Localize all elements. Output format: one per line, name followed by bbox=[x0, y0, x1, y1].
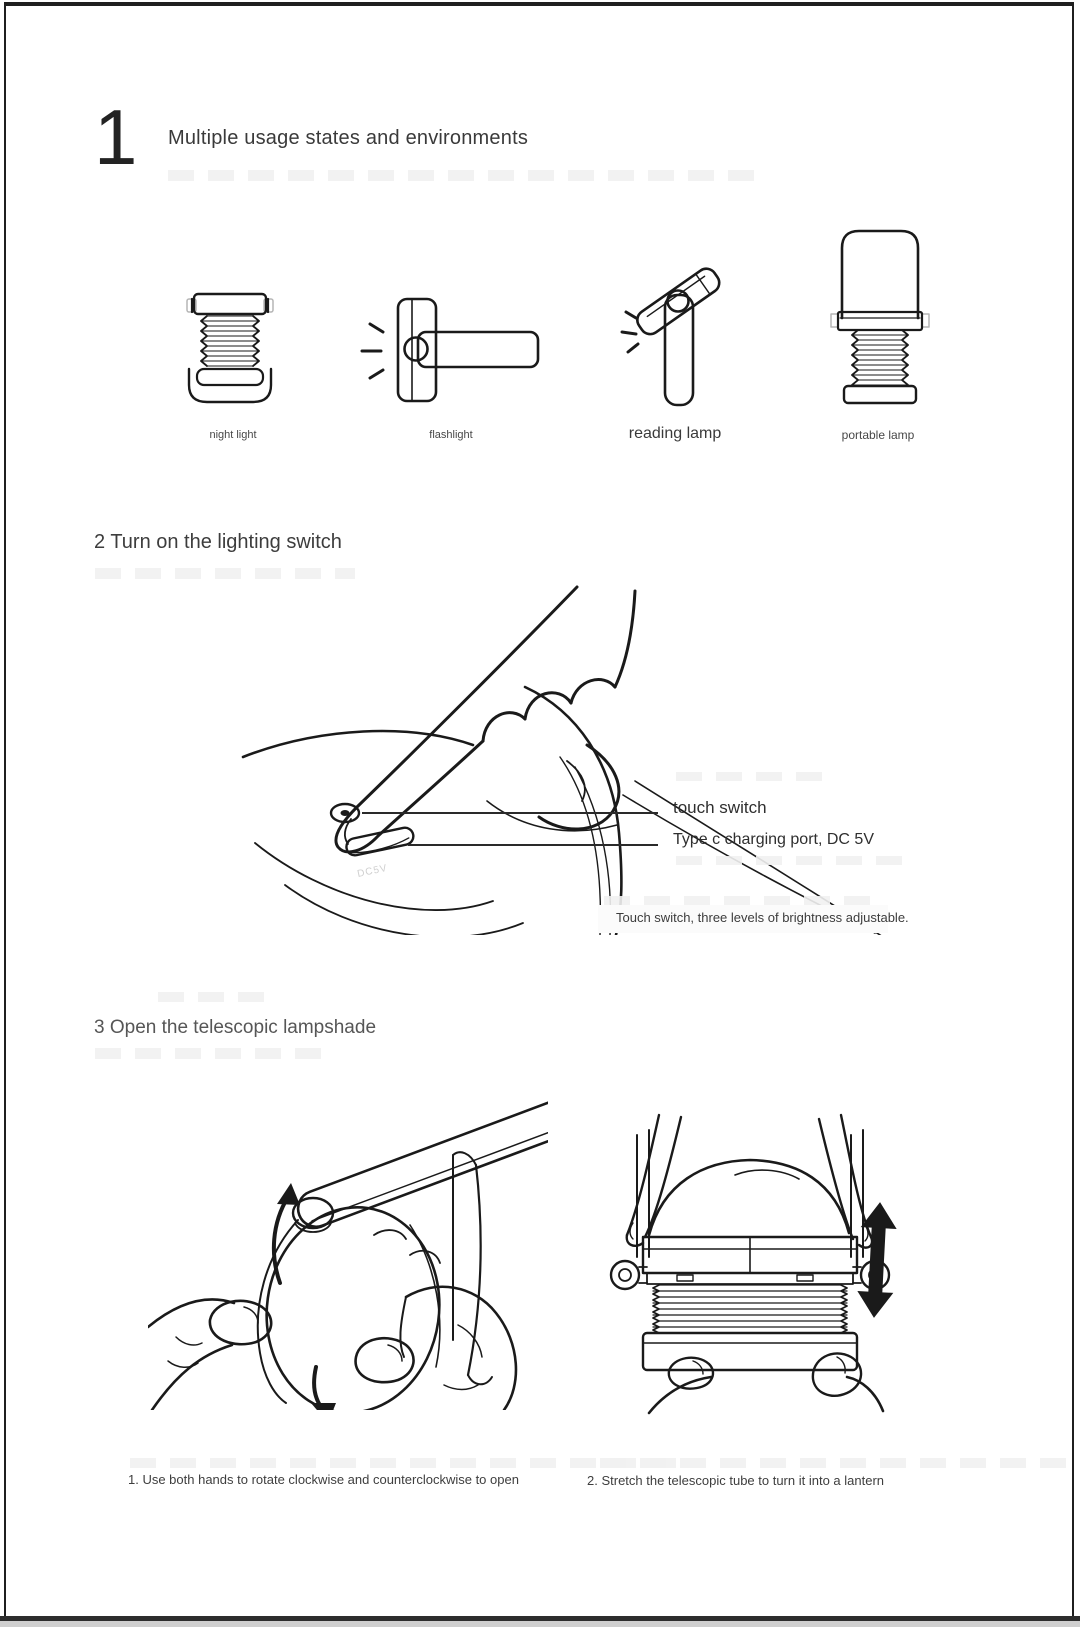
leader-line-charging-port bbox=[408, 844, 658, 846]
light-rays-icon bbox=[362, 324, 383, 378]
callout-touch-switch: touch switch bbox=[673, 798, 767, 817]
section1-title: Multiple usage states and environments bbox=[168, 127, 529, 149]
faded-print bbox=[158, 992, 278, 1002]
callout-charging-port: Type c charging port, DC 5V bbox=[673, 831, 874, 848]
faded-print bbox=[95, 568, 355, 579]
leader-line-touch-switch bbox=[362, 812, 658, 814]
section3-heading: 3 Open the telescopic lampshade bbox=[94, 1017, 377, 1038]
stretch-direction-arrow-icon bbox=[852, 1200, 902, 1322]
mode-label-flashlight: flashlight bbox=[429, 429, 473, 441]
faded-print bbox=[604, 896, 874, 905]
portable-lamp-illustration bbox=[830, 226, 930, 408]
faded-print bbox=[600, 1458, 1070, 1468]
night-light-illustration bbox=[180, 290, 280, 408]
faded-print bbox=[95, 1048, 335, 1059]
brightness-note: Touch switch, three levels of brightness adjustable. bbox=[616, 910, 909, 925]
step2-caption: 2. Stretch the telescopic tube to turn it into a lantern bbox=[587, 1473, 885, 1488]
usb-c-port-icon bbox=[345, 826, 415, 857]
mode-label-night-light: night light bbox=[209, 429, 257, 441]
port-marking-text: DC5V bbox=[356, 862, 389, 880]
faded-print bbox=[168, 170, 768, 181]
bottom-shadow bbox=[0, 1621, 1080, 1627]
faded-print bbox=[676, 772, 826, 781]
section1-number: 1 bbox=[94, 93, 138, 181]
step1-caption: 1. Use both hands to rotate clockwise and counterclockwise to open bbox=[128, 1472, 519, 1487]
flashlight-illustration bbox=[342, 294, 542, 406]
section2-heading: 2 Turn on the lighting switch bbox=[94, 531, 342, 553]
touch-switch-illustration bbox=[225, 585, 885, 935]
rotate-down-arrow-icon bbox=[311, 1367, 336, 1410]
reading-lamp-illustration bbox=[610, 262, 730, 410]
mode-label-reading-lamp: reading lamp bbox=[628, 425, 722, 442]
faded-print bbox=[676, 856, 906, 865]
mode-label-portable-lamp: portable lamp bbox=[841, 428, 915, 442]
rotate-open-illustration bbox=[148, 1085, 548, 1410]
light-rays-icon bbox=[622, 312, 638, 352]
